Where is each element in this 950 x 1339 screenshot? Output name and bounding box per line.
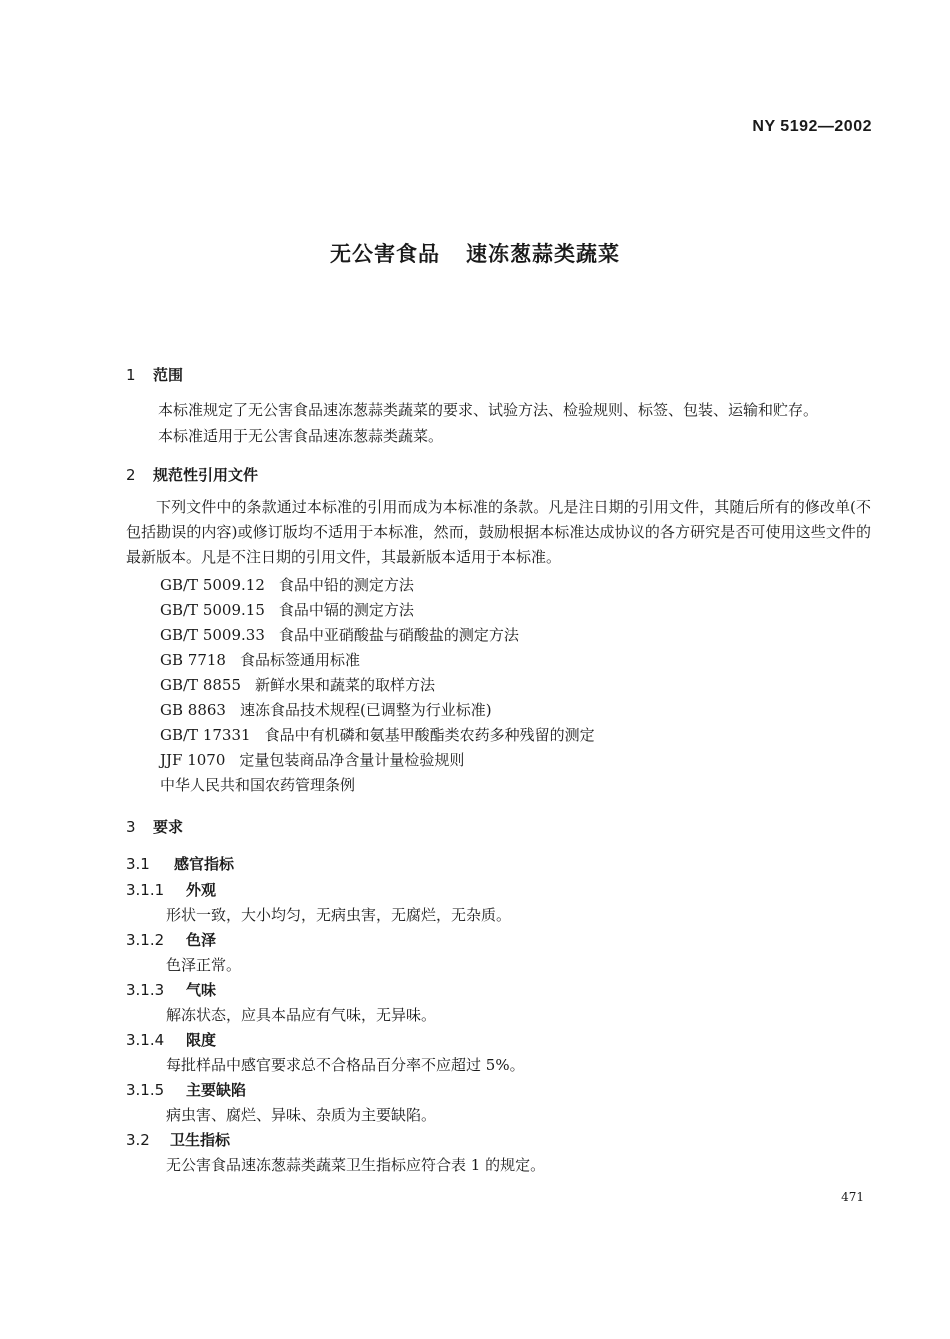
reference-item: [160, 573, 414, 598]
section-number: 1: [126, 366, 136, 384]
reference-code: GB/T 5009.15: [160, 601, 265, 619]
title-part1: 无公害食品: [330, 242, 440, 266]
references-intro: 下列文件中的条款通过本标准的引用而成为本标准的条款。凡是注日期的引用文件，其随后所有的修改单(不包括勘误的内容)或修订版均不适用于本标准，然而，鼓励根据本标准达成协议的各方研究是否可使用这些文件的最新版本。凡是不注日期的引用文件，其最新版本适用于本标准。: [126, 498, 871, 566]
section-title: 规范性引用文件: [153, 466, 259, 484]
reference-title: 定量包装商品净含量计量检验规则: [239, 751, 465, 769]
clause-3-1-5-heading: [126, 1079, 246, 1100]
clause-number: 3.1.5: [126, 1081, 165, 1099]
subsection-3-1-heading: [126, 853, 234, 874]
reference-code: JJF 1070: [160, 751, 226, 769]
scope-paragraph-1: 本标准规定了无公害食品速冻葱蒜类蔬菜的要求、试验方法、检验规则、标签、包装、运输和贮存。: [158, 401, 819, 419]
reference-title: 食品标签通用标准: [239, 651, 360, 669]
section-1-heading: [126, 364, 183, 385]
clause-text: 形状一致，大小均匀，无病虫害，无腐烂，无杂质。: [166, 906, 512, 924]
reference-item: [160, 648, 360, 673]
subsection-3-2-heading: [126, 1129, 230, 1150]
reference-item: [160, 748, 464, 773]
reference-item: [160, 698, 492, 723]
clause-title: 限度: [186, 1031, 217, 1049]
standard-number: NY 5192—2002: [752, 118, 872, 135]
clause-number: 3.1.4: [126, 1031, 165, 1049]
reference-item: [160, 723, 595, 748]
subsection-title: 感官指标: [174, 855, 235, 873]
clause-text: 每批样品中感官要求总不合格品百分率不应超过 5%。: [166, 1056, 525, 1074]
scope-paragraph-2: 本标准适用于无公害食品速冻葱蒜类蔬菜。: [158, 427, 444, 445]
reference-code: GB/T 5009.12: [160, 576, 265, 594]
subsection-title: 卫生指标: [170, 1131, 231, 1149]
reference-code: GB/T 5009.33: [160, 626, 265, 644]
section-title: 要求: [153, 818, 184, 836]
reference-item-last: 中华人民共和国农药管理条例: [160, 776, 356, 794]
clause-title: 气味: [186, 981, 217, 999]
clause-3-1-4-heading: [126, 1029, 216, 1050]
reference-item: [160, 673, 435, 698]
reference-title: 食品中亚硝酸盐与硝酸盐的测定方法: [278, 626, 519, 644]
clause-text: 色泽正常。: [166, 956, 242, 974]
section-title: 范围: [153, 366, 184, 384]
clause-title: 主要缺陷: [186, 1081, 247, 1099]
clause-3-1-3-heading: [126, 979, 216, 1000]
reference-item: [160, 598, 414, 623]
clause-text: 解冻状态，应具本品应有气味，无异味。: [166, 1006, 437, 1024]
clause-text: 无公害食品速冻葱蒜类蔬菜卫生指标应符合表 1 的规定。: [166, 1156, 546, 1174]
reference-code: GB 8863: [160, 701, 226, 719]
clause-3-1-1-heading: [126, 879, 216, 900]
reference-code: GB 7718: [160, 651, 226, 669]
clause-number: 3.1.3: [126, 981, 165, 999]
reference-title: 食品中铅的测定方法: [278, 576, 414, 594]
reference-item: [160, 623, 519, 648]
reference-title: 速冻食品技术规程(已调整为行业标准): [239, 701, 492, 719]
reference-code: GB/T 8855: [160, 676, 242, 694]
section-2-heading: [126, 464, 258, 485]
page-number: 471: [841, 1190, 864, 1204]
subsection-number: 3.1: [126, 855, 150, 873]
clause-title: 外观: [186, 881, 217, 899]
subsection-number: 3.2: [126, 1131, 150, 1149]
section-3-heading: [126, 816, 183, 837]
clause-3-1-2-heading: [126, 929, 216, 950]
title-part2: 速冻葱蒜类蔬菜: [466, 242, 620, 266]
clause-title: 色泽: [186, 931, 217, 949]
reference-code: GB/T 17331: [160, 726, 251, 744]
section-number: 3: [126, 818, 136, 836]
reference-title: 食品中镉的测定方法: [278, 601, 414, 619]
clause-number: 3.1.2: [126, 931, 165, 949]
reference-title: 新鲜水果和蔬菜的取样方法: [255, 676, 436, 694]
clause-text: 病虫害、腐烂、异味、杂质为主要缺陷。: [166, 1106, 437, 1124]
clause-number: 3.1.1: [126, 881, 165, 899]
document-title: [0, 238, 950, 268]
reference-title: 食品中有机磷和氨基甲酸酯类农药多种残留的测定: [264, 726, 595, 744]
section-number: 2: [126, 466, 136, 484]
